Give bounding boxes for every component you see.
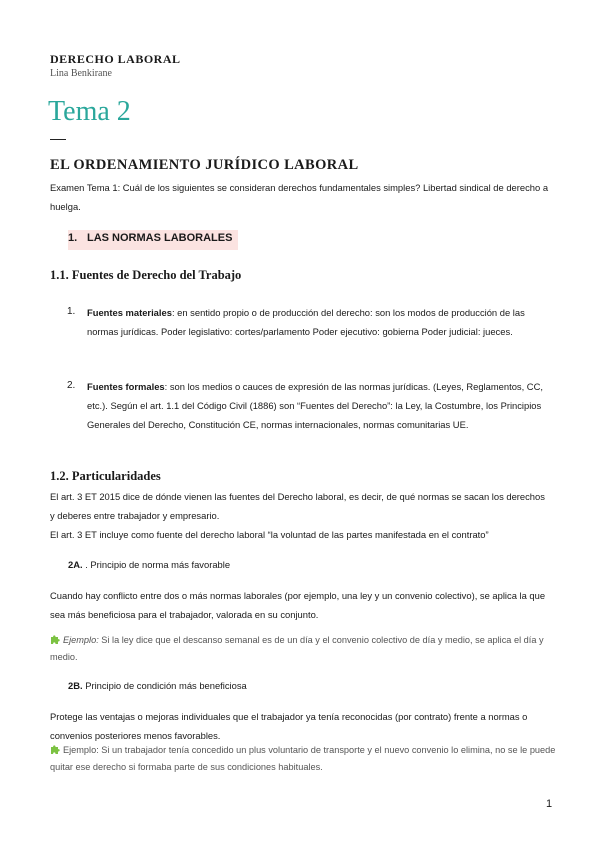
example-label: Ejemplo:: [63, 745, 99, 755]
list-item-text: : en sentido propio o de producción del derecho: son los modos de producción de las normas jurídicas. Poder legislativo: cortes/parlamento Poder ejecutivo: gobierna Poder judicial: jueces.: [87, 307, 525, 337]
principle-2b-paragraph: Protege las ventajas o mejoras individuales que el trabajador ya tenía reconocidas (por contrato) frente a normas o convenios posteriores menos favorables.: [50, 711, 528, 741]
example-block: [50, 742, 560, 776]
puzzle-piece-icon: [50, 634, 60, 644]
principle-title: . Principio de norma más favorable: [82, 559, 231, 570]
particularidades-paragraph: El art. 3 ET 2015 dice de dónde vienen las fuentes del Derecho laboral, es decir, de qué normas se sacan los derechos y deberes entre trabajador y empresario.: [50, 491, 545, 521]
list-item-term: Fuentes formales: [87, 381, 165, 392]
principle-2b-heading: [68, 680, 247, 691]
example-text: Si un trabajador tenía concedido un plus voluntario de transporte y el nuevo convenio lo elimina, no se le puede quitar ese derecho si formaba parte de sus condiciones habituales.: [50, 745, 556, 772]
puzzle-piece-icon: [50, 744, 60, 754]
principle-title: Principio de condición más beneficiosa: [82, 680, 247, 691]
example-text: Si la ley dice que el descanso semanal es de un día y el convenio colectivo de día y medio, se aplica el día y medio.: [50, 635, 544, 662]
section-number: 1.: [68, 232, 78, 244]
main-heading: EL ORDENAMIENTO JURÍDICO LABORAL: [50, 157, 359, 173]
section-heading: LAS NORMAS LABORALES: [87, 232, 233, 244]
list-item-text: : son los medios o cauces de expresión de las normas jurídicas. (Leyes, Reglamentos, CC, etc.). Según el art. 1.1 del Código Civil (1886) son “Fuentes del Derecho”: la Ley, la Costumbre, los Principios Generales del Derecho, Constitución CE, normas internacionales, normas comunitarias UE.: [87, 381, 543, 430]
example-label: Ejemplo:: [63, 635, 99, 645]
principle-2a-paragraph: Cuando hay conflicto entre dos o más normas laborales (por ejemplo, una ley y un convenio colectivo), se aplica la que sea más beneficiosa para el trabajador, valorada en su conjunto.: [50, 590, 546, 620]
particularidades-paragraph: El art. 3 ET incluye como fuente del derecho laboral “la voluntad de las partes manifestada en el contrato”: [50, 529, 489, 540]
tema-heading: Tema 2: [48, 96, 131, 127]
subheading-fuentes: 1.1. Fuentes de Derecho del Trabajo: [50, 268, 242, 282]
example-block: [50, 632, 560, 666]
page-number: 1: [546, 798, 553, 810]
title-rule: [50, 139, 66, 140]
list-item: [87, 377, 555, 434]
principle-code: 2B.: [68, 680, 83, 691]
principle-2a-heading: [68, 559, 230, 570]
intro-paragraph: Examen Tema 1: Cuál de los siguientes se consideran derechos fundamentales simples? Libertad sindical de derecho a huelga.: [50, 182, 549, 212]
list-item-term: Fuentes materiales: [87, 307, 172, 318]
list-item-number: 1.: [67, 306, 76, 317]
doc-author: Lina Benkirane: [50, 68, 112, 79]
list-item-number: 2.: [67, 380, 76, 391]
principle-code: 2A.: [68, 559, 83, 570]
list-item: [87, 303, 555, 341]
subheading-particularidades: 1.2. Particularidades: [50, 469, 161, 483]
doc-title: DERECHO LABORAL: [50, 52, 181, 66]
